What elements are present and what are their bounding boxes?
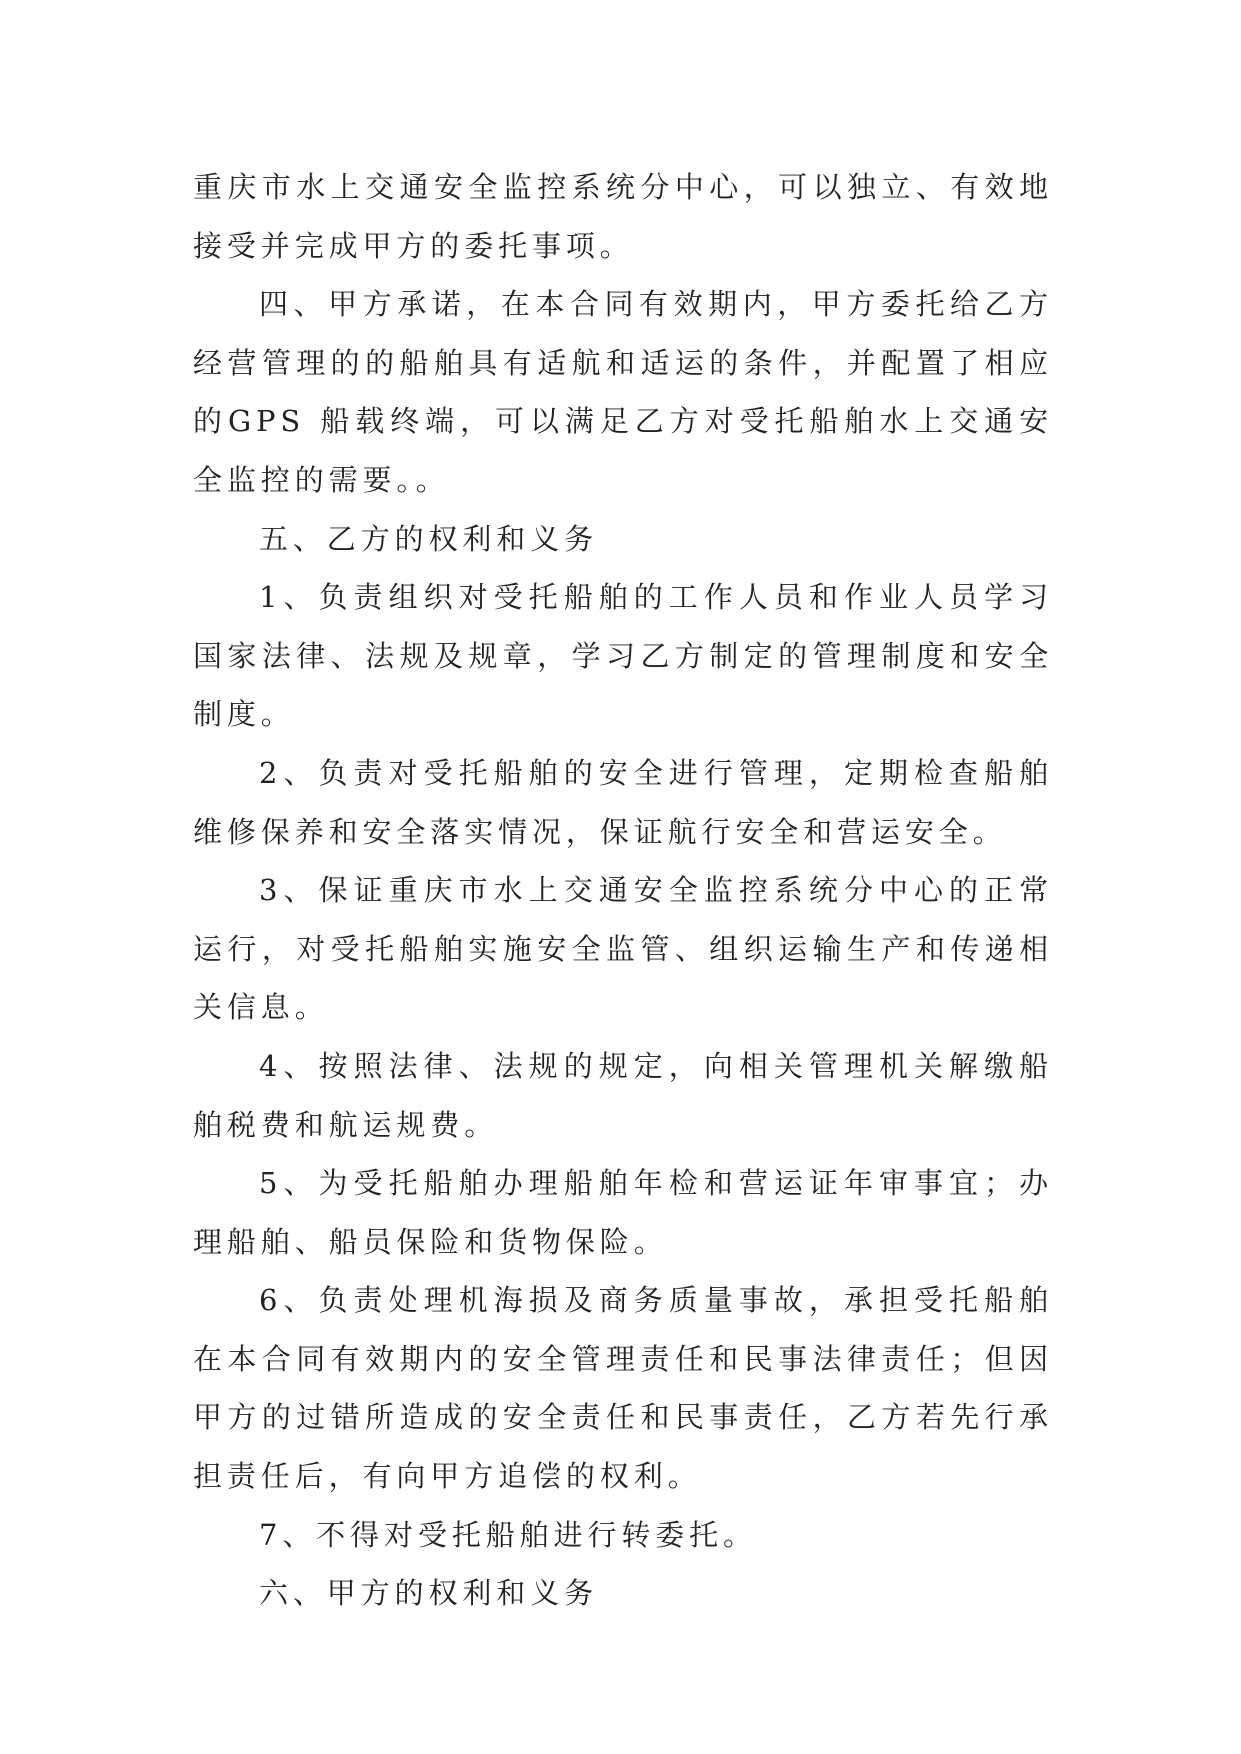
paragraph-item-4: 4、按照法律、法规的规定，向相关管理机关解缴船舶税费和航运规费。 xyxy=(193,1048,1053,1142)
paragraph-item-7: 7、不得对受托船舶进行转委托。 xyxy=(259,1517,757,1552)
paragraph-item-3: 3、保证重庆市水上交通安全监控系统分中心的正常运行，对受托船舶实施安全监管、组织运输生产和传递相关信息。 xyxy=(193,873,1053,1025)
document-page xyxy=(193,158,1053,1623)
paragraph-continuation: 重庆市水上交通安全监控系统分中心，可以独立、有效地接受并完成甲方的委托事项。 xyxy=(193,170,1053,263)
heading-clause-5: 五、乙方的权利和义务 xyxy=(259,521,599,556)
paragraph-item-1: 1、负责组织对受托船舶的工作人员和作业人员学习国家法律、法规及规章，学习乙方制定的管理制度和安全制度。 xyxy=(193,580,1053,732)
paragraph-item-6: 6、负责处理机海损及商务质量事故，承担受托船舶在本合同有效期内的安全管理责任和民事法律责任；但因甲方的过错所造成的安全责任和民事责任，乙方若先行承担责任后，有向甲方追偿的权利。 xyxy=(193,1283,1053,1494)
paragraph-item-5: 5、为受托船舶办理船舶年检和营运证年审事宜；办理船舶、船员保险和货物保险。 xyxy=(193,1166,1053,1259)
paragraph-item-2: 2、负责对受托船舶的安全进行管理，定期检查船舶维修保养和安全落实情况，保证航行安全和营运安全。 xyxy=(193,755,1053,849)
heading-clause-6: 六、甲方的权利和义务 xyxy=(259,1576,599,1611)
paragraph-clause-4: 四、甲方承诺，在本合同有效期内，甲方委托给乙方经营管理的的船舶具有适航和适运的条件，并配置了相应的GPS 船载终端，可以满足乙方对受托船舶水上交通安全监控的需要。。 xyxy=(193,287,1053,497)
